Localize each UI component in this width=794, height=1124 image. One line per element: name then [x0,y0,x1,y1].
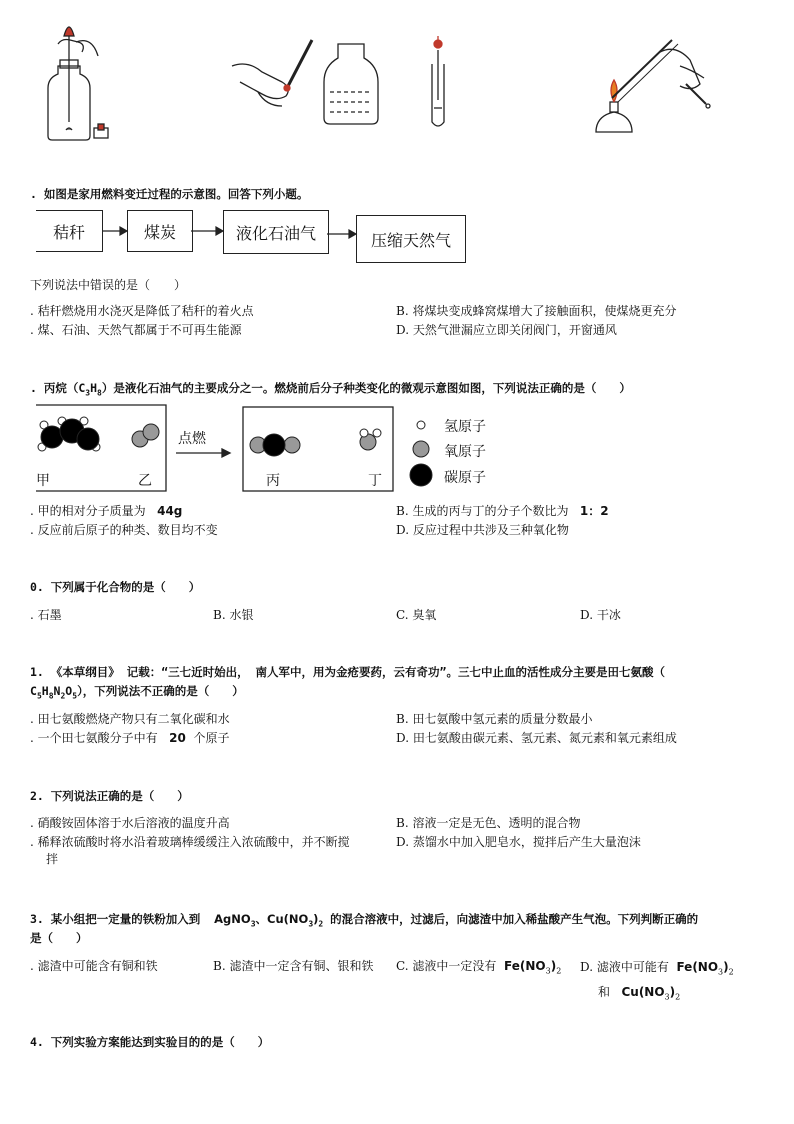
label-bing: 丙 [266,473,280,489]
q12-option-a[interactable]: . 硝酸铵固体溶于水后溶液的温度升高 [30,816,230,830]
q8-option-d[interactable]: D. 天然气泄漏应立即关闭阀门，开窗通风 [396,323,617,337]
q9-option-b[interactable]: B. 生成的丙与丁的分子个数比为 1：2 [396,504,609,518]
flow-arrows [0,0,794,300]
q12-option-c[interactable]: . 稀释浓硫酸时将水沿着玻璃棒缓缓注入浓硫酸中，并不断搅 拌 [30,835,350,866]
oxygen-molecule [132,424,159,447]
co2-molecule [250,434,300,456]
q13-option-a[interactable]: . 滤渣中可能含有铜和铁 [30,959,158,973]
q9-stem: . 丙烷$(C_3H_8)$是液化石油气的主要成分之一。燃烧前后分子种类变化的微观示意图如图，下列说法正确的是（ ） [30,381,631,398]
legend-carbon: 碳原子 [444,470,486,486]
reaction-arrow [176,449,230,457]
q8-option-b[interactable]: B. 将煤块变成蜂窝煤增大了接触面积，使煤烧更充分 [396,304,677,318]
q11-stem-line1: 1. 《本草纲目》 记载：“三七近时始出， 南人军中，用为金疮要药，云有奇功”。三七中止血的活性成分主要是田七氨酸（ [30,665,665,679]
q12-stem: 2. 下列说法正确的是（ ） [30,789,189,803]
propane-molecule [38,417,100,451]
label-yi: 乙 [138,473,152,489]
atom-legend [410,421,432,486]
q8-sub-stem: 下列说法中错误的是（ ） [30,278,187,292]
q13-stem-line1: 3. 某小组把一定量的铁粉加入到 AgNO$_3$、$Cu(NO_3)_2$ 的混合溶液中，过滤后，向滤渣中加入稀盐酸产生气泡。下列判断正确的 [30,912,699,929]
q13-option-b[interactable]: B. 滤渣中一定含有铜、银和铁 [213,959,374,973]
q13-option-c[interactable]: C. 滤液中一定没有 $Fe(NO_3)_2$ [396,959,562,976]
flow-box-cng: 压缩天然气 [356,215,466,263]
water-molecule [360,429,381,450]
q10-option-a[interactable]: . 石墨 [30,608,62,622]
q10-option-b[interactable]: B. 水银 [213,608,254,622]
q11-option-c[interactable]: . 一个田七氨酸分子中有 20 个原子 [30,731,230,745]
flow-box-straw: 秸秆 [36,210,103,252]
legend-oxygen: 氧原子 [444,444,486,460]
q11-stem-line2: $C_5H_8N_2O_5$），下列说法不正确的是（ ） [30,684,244,701]
q13-option-d[interactable]: D. 滤液中可能有 $Fe(NO_3)_2$ 和 $Cu(NO_3)_2$ [580,960,734,1002]
q11-option-d[interactable]: D. 田七氨酸由碳元素、氢元素、氮元素和氧元素组成 [396,731,677,745]
label-ding: 丁 [368,473,382,489]
q9-option-a[interactable]: . 甲的相对分子质量为 44g [30,504,183,518]
q8-option-a[interactable]: . 秸秆燃烧用水浇灭是降低了秸秆的着火点 [30,304,254,318]
q10-option-d[interactable]: D. 干冰 [580,608,621,622]
q13-stem-line2: 是（ ） [30,931,88,945]
label-jia: 甲 [36,473,50,489]
q8-option-c[interactable]: . 煤、石油、天然气都属于不可再生能源 [30,323,242,337]
flow-box-coal: 煤炭 [127,210,193,252]
legend-hydrogen: 氢原子 [444,419,486,435]
q12-option-d[interactable]: D. 蒸馏水中加入肥皂水，搅拌后产生大量泡沫 [396,835,641,849]
ignite-label: 点燃 [178,431,206,447]
q10-stem: 0. 下列属于化合物的是（ ） [30,580,201,594]
q8-stem: . 如图是家用燃料变迁过程的示意图。回答下列小题。 [30,187,309,201]
q12-option-b[interactable]: B. 溶液一定是无色、透明的混合物 [396,816,581,830]
q14-stem: 4. 下列实验方案能达到实验目的的是（ ） [30,1035,270,1049]
flow-box-lpg: 液化石油气 [223,210,329,254]
q9-molecule-diagram [0,395,520,505]
q9-option-c[interactable]: . 反应前后原子的种类、数目均不变 [30,523,218,537]
q9-option-d[interactable]: D. 反应过程中共涉及三种氧化物 [396,523,569,537]
q11-option-a[interactable]: . 田七氨酸燃烧产物只有二氧化碳和水 [30,712,230,726]
q11-option-b[interactable]: B. 田七氨酸中氢元素的质量分数最小 [396,712,593,726]
q10-option-c[interactable]: C. 臭氧 [396,608,437,622]
